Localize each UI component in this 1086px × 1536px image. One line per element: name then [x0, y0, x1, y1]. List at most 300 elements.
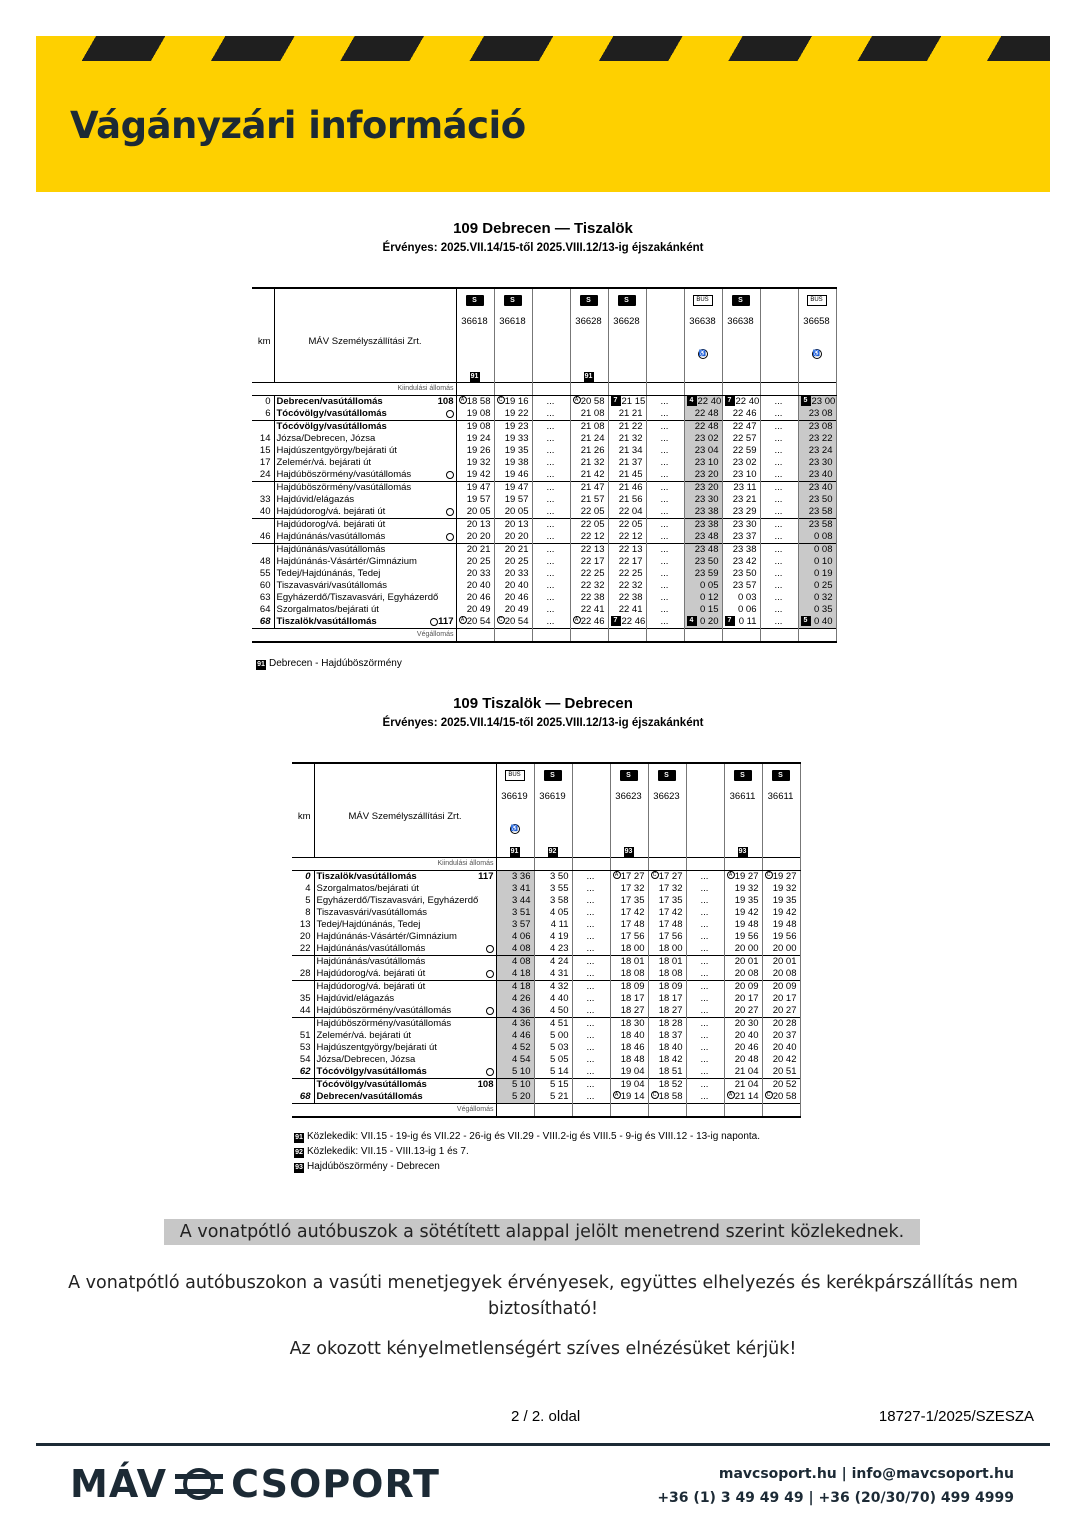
header-cell [314, 845, 496, 858]
station-name: Józsa/Debrecen, Józsa [316, 1054, 416, 1065]
time-cell [798, 445, 836, 457]
time-cell [798, 408, 836, 421]
time-value: ... [546, 408, 555, 419]
time-cell [496, 1091, 534, 1104]
time-cell [686, 981, 724, 994]
time-value: ... [660, 592, 669, 603]
time-value: 20 30 [734, 1018, 759, 1029]
transfer-ring-icon [486, 945, 494, 953]
station-name: Józsa/Debrecen, Józsa [276, 433, 376, 444]
time-value: 4 24 [550, 956, 569, 967]
time-value: 3 41 [512, 883, 531, 894]
operator-label: MÁV Személyszállítási Zrt. [314, 811, 496, 845]
time-value: 21 45 [618, 469, 643, 480]
time-cell [608, 616, 646, 629]
time-cell [496, 1018, 534, 1031]
time-cell [534, 1018, 572, 1031]
empty-cell [570, 383, 608, 396]
table-row [252, 482, 836, 495]
station-name: Hajdúdorog/vá. bejárati út [316, 981, 426, 992]
time-value: 0 15 [700, 604, 719, 615]
header-cell [274, 310, 456, 336]
time-cell [572, 1079, 610, 1092]
tt2-table [292, 762, 801, 1118]
time-cell [608, 457, 646, 469]
km-value: 24 [252, 469, 274, 482]
time-value: ... [774, 457, 783, 468]
time-cell [572, 1091, 610, 1104]
table-row [292, 871, 800, 884]
time-cell [494, 469, 532, 482]
time-value: ... [586, 1091, 595, 1102]
icon-cell [686, 763, 724, 785]
time-value: 4 31 [550, 968, 569, 979]
time-cell [684, 445, 722, 457]
time-cell [686, 956, 724, 969]
time-value: 21 22 [618, 421, 643, 432]
empty-cell [494, 383, 532, 396]
time-cell [496, 1066, 534, 1079]
time-value: ... [700, 968, 709, 979]
time-value: 20 33 [466, 568, 491, 579]
time-cell [494, 396, 532, 409]
time-cell [572, 895, 610, 907]
station-cell [274, 482, 456, 495]
train-s-icon: S [544, 770, 562, 781]
time-value: 22 41 [580, 604, 605, 615]
tt2-operator-row [292, 811, 800, 845]
empty-cell [572, 1104, 610, 1118]
time-cell [686, 907, 724, 919]
time-value: 17 32 [658, 883, 683, 894]
station-cell [314, 907, 496, 919]
empty-cell [684, 383, 722, 396]
time-cell [570, 616, 608, 629]
station-name: Hajdúböszörmény/vasútállomás [316, 1018, 452, 1029]
table-row [292, 943, 800, 956]
time-cell [610, 895, 648, 907]
time-cell [572, 1054, 610, 1066]
time-value: 4 36 [512, 1005, 531, 1016]
time-cell [762, 1079, 800, 1092]
empty-cell [572, 858, 610, 871]
time-value: 5 10 [512, 1066, 531, 1077]
time-cell [646, 506, 684, 519]
empty-cell [760, 383, 798, 396]
time-value: ... [660, 580, 669, 591]
empty-cell [532, 629, 570, 643]
time-cell [608, 445, 646, 457]
table-row [292, 1042, 800, 1054]
time-cell [760, 408, 798, 421]
tt2-notes-row [292, 845, 800, 858]
time-value: ... [546, 494, 555, 505]
time-cell [456, 457, 494, 469]
time-cell [724, 907, 762, 919]
table-row [252, 469, 836, 482]
time-cell [534, 871, 572, 884]
time-value: 20 46 [734, 1042, 759, 1053]
time-value: 23 02 [732, 457, 757, 468]
time-value: 19 56 [772, 931, 797, 942]
station-cell [314, 968, 496, 981]
time-cell [686, 1030, 724, 1042]
table-row [292, 1091, 800, 1104]
service-mark: A [573, 396, 581, 404]
time-value: 23 50 [808, 494, 833, 505]
contact-phones[interactable]: +36 (1) 3 49 49 49 | +36 (20/30/70) 499 4999 [657, 1490, 1014, 1506]
time-cell [760, 506, 798, 519]
km-value: 40 [252, 506, 274, 519]
time-cell [686, 871, 724, 884]
document-reference: 18727-1/2025/SZESZA [878, 1408, 1034, 1425]
footnote-mark: 93 [295, 1164, 303, 1171]
time-cell [570, 592, 608, 604]
time-value: 23 20 [694, 482, 719, 493]
time-value: 19 04 [620, 1066, 645, 1077]
station-name: Hajdúvid/elágazás [316, 993, 395, 1004]
time-cell [610, 883, 648, 895]
time-value: 22 05 [580, 519, 605, 530]
time-cell [722, 445, 760, 457]
header-banner [36, 36, 1050, 192]
time-value: 19 42 [772, 907, 797, 918]
time-value: 21 56 [618, 494, 643, 505]
table-row [252, 506, 836, 519]
time-value: ... [774, 519, 783, 530]
time-cell [570, 519, 608, 532]
time-value: 20 08 [772, 968, 797, 979]
time-value: 3 50 [550, 871, 569, 882]
accessible-icon: ♿ [510, 826, 519, 832]
km-value: 44 [292, 1005, 314, 1018]
time-cell [572, 931, 610, 943]
km-value [252, 519, 274, 532]
time-value: 18 48 [620, 1054, 645, 1065]
train-number: 36623 [610, 785, 648, 811]
time-value: 20 58 [772, 1091, 797, 1102]
time-value: ... [660, 433, 669, 444]
empty-cell [610, 1104, 648, 1118]
accessibility-cell [496, 811, 534, 845]
time-value: 17 48 [658, 919, 683, 930]
km-value: 15 [252, 445, 274, 457]
time-cell [648, 1030, 686, 1042]
table-row [252, 433, 836, 445]
time-cell [494, 421, 532, 434]
time-cell [684, 568, 722, 580]
time-cell [762, 956, 800, 969]
time-cell [686, 931, 724, 943]
time-cell [798, 494, 836, 506]
time-cell [684, 494, 722, 506]
time-value: 4 08 [512, 943, 531, 954]
time-value: ... [586, 1054, 595, 1065]
time-value: 18 00 [620, 943, 645, 954]
time-value: 18 40 [620, 1030, 645, 1041]
time-value: 23 38 [732, 544, 757, 555]
time-cell [494, 580, 532, 592]
time-cell [572, 943, 610, 956]
table-row [292, 895, 800, 907]
time-value: 22 46 [732, 408, 757, 419]
time-cell [610, 968, 648, 981]
time-cell [722, 604, 760, 616]
time-value: ... [546, 531, 555, 542]
time-value: 21 14 [734, 1091, 759, 1102]
time-value: 20 21 [504, 544, 529, 555]
time-cell [494, 556, 532, 568]
time-value: 22 59 [732, 445, 757, 456]
km-value: 8 [292, 907, 314, 919]
time-value: 20 40 [504, 580, 529, 591]
time-cell [610, 907, 648, 919]
time-cell [798, 580, 836, 592]
time-value: 18 58 [658, 1091, 683, 1102]
time-cell [610, 943, 648, 956]
time-cell [456, 592, 494, 604]
time-cell [572, 981, 610, 994]
time-cell [760, 494, 798, 506]
note-mark-cell [798, 370, 836, 383]
time-value: 19 24 [466, 433, 491, 444]
time-value: 4 18 [512, 981, 531, 992]
table-row [292, 907, 800, 919]
time-cell [648, 907, 686, 919]
table-row [292, 968, 800, 981]
icon-cell [684, 288, 722, 310]
train-s-icon: S [618, 295, 636, 306]
time-cell [760, 396, 798, 409]
time-value: 22 40 [697, 396, 722, 407]
time-value: 0 32 [814, 592, 833, 603]
note-mark-cell [648, 845, 686, 858]
km-value: 22 [292, 943, 314, 956]
day-mark: 7 [611, 616, 621, 626]
time-cell [610, 1005, 648, 1018]
time-cell [724, 895, 762, 907]
icon-cell [762, 763, 800, 785]
tt2-arrive-label-row [292, 1104, 800, 1118]
time-value: ... [774, 408, 783, 419]
time-cell [684, 396, 722, 409]
note-mark-cell [532, 370, 570, 383]
station-name: Hajdúnánás/vasútállomás [316, 956, 426, 967]
operator-label: MÁV Személyszállítási Zrt. [274, 336, 456, 370]
time-value: ... [774, 568, 783, 579]
time-value: ... [546, 433, 555, 444]
time-value: 17 42 [658, 907, 683, 918]
time-value: 18 27 [658, 1005, 683, 1016]
time-value: 20 54 [504, 616, 529, 627]
time-cell [570, 506, 608, 519]
time-cell [760, 544, 798, 557]
station-cell [314, 943, 496, 956]
time-value: 23 30 [732, 519, 757, 530]
station-name: Debrecen/vasútállomás [316, 1091, 423, 1102]
service-mark: C [765, 1091, 773, 1099]
time-cell [608, 556, 646, 568]
time-cell [686, 1042, 724, 1054]
time-cell [724, 1018, 762, 1031]
km-value: 17 [252, 457, 274, 469]
time-value: ... [586, 871, 595, 882]
time-cell [724, 883, 762, 895]
time-cell [724, 1054, 762, 1066]
empty-cell [608, 383, 646, 396]
time-cell [532, 396, 570, 409]
station-cell [274, 494, 456, 506]
time-value: 20 58 [580, 396, 605, 407]
time-cell [646, 616, 684, 629]
transfer-ring-icon [430, 618, 438, 626]
time-cell [724, 1005, 762, 1018]
time-cell [762, 993, 800, 1005]
time-value: 4 18 [512, 968, 531, 979]
time-cell [686, 1018, 724, 1031]
time-cell [646, 445, 684, 457]
time-cell [496, 981, 534, 994]
km-value: 0 [292, 871, 314, 884]
time-value: 21 04 [734, 1066, 759, 1077]
icon-cell [496, 763, 534, 785]
km-value: 48 [252, 556, 274, 568]
time-cell [648, 1018, 686, 1031]
time-value: 23 10 [732, 469, 757, 480]
time-value: 23 24 [808, 445, 833, 456]
time-value: 21 15 [621, 396, 646, 407]
accessible-icon: ♿ [812, 351, 821, 357]
time-value: 0 19 [814, 568, 833, 579]
time-cell [496, 919, 534, 931]
note-mark: 91 [584, 373, 593, 380]
timetable-2-validity: Érvényes: 2025.VII.14/15-től 2025.VIII.12/13-ig éjszakánként [382, 717, 704, 729]
time-value: 19 35 [734, 895, 759, 906]
time-value: 20 25 [466, 556, 491, 567]
table-row [292, 1030, 800, 1042]
station-name: Tiszavasvári/vasútállomás [276, 580, 388, 591]
time-cell [760, 421, 798, 434]
accessibility-cell [570, 336, 608, 370]
time-value: 19 46 [504, 469, 529, 480]
time-cell [608, 544, 646, 557]
time-cell [610, 1091, 648, 1104]
time-cell [722, 519, 760, 532]
time-cell [572, 871, 610, 884]
time-cell [496, 883, 534, 895]
time-cell [760, 568, 798, 580]
time-cell [686, 919, 724, 931]
time-value: 18 08 [620, 968, 645, 979]
time-cell [686, 968, 724, 981]
time-cell [456, 544, 494, 557]
time-cell [456, 604, 494, 616]
time-value: ... [586, 931, 595, 942]
time-cell [532, 556, 570, 568]
time-cell [762, 1042, 800, 1054]
time-value: 21 37 [618, 457, 643, 468]
empty-cell [648, 1104, 686, 1118]
time-value: 21 04 [734, 1079, 759, 1090]
time-cell [572, 1042, 610, 1054]
tt2-depart-label-row [292, 858, 800, 871]
train-s-icon: S [658, 770, 676, 781]
footer-divider [36, 1443, 1050, 1446]
time-value: ... [700, 883, 709, 894]
time-cell [572, 1030, 610, 1042]
table-row [252, 396, 836, 409]
time-cell [456, 580, 494, 592]
time-value: ... [586, 968, 595, 979]
contact-info [657, 1462, 1014, 1510]
time-value: 22 17 [618, 556, 643, 567]
connecting-line: 108 [437, 396, 454, 407]
time-value: 4 50 [550, 1005, 569, 1016]
time-value: 0 10 [814, 556, 833, 567]
time-value: 23 40 [808, 469, 833, 480]
time-cell [722, 506, 760, 519]
time-cell [456, 408, 494, 421]
km-value [252, 421, 274, 434]
time-value: 23 00 [811, 396, 836, 407]
station-name: Hajdúszentgyörgy/bejárati út [316, 1042, 437, 1053]
time-value: ... [586, 956, 595, 967]
time-value: 19 48 [772, 919, 797, 930]
time-value: 5 05 [550, 1054, 569, 1065]
time-value: ... [700, 1066, 709, 1077]
station-cell [314, 1042, 496, 1054]
time-value: 22 05 [580, 506, 605, 517]
transfer-ring-icon [486, 1007, 494, 1015]
time-cell [494, 531, 532, 544]
time-cell [646, 396, 684, 409]
time-cell [798, 506, 836, 519]
km-value: 46 [252, 531, 274, 544]
train-number: 36619 [496, 785, 534, 811]
station-name: Hajdúdorog/vá. bejárati út [276, 506, 386, 517]
empty-cell [534, 1104, 572, 1118]
header-cell [274, 370, 456, 383]
time-value: 20 46 [466, 592, 491, 603]
table-row [252, 408, 836, 421]
time-cell [496, 993, 534, 1005]
service-mark: A [727, 1091, 735, 1099]
time-value: 20 08 [734, 968, 759, 979]
time-value: 4 52 [512, 1042, 531, 1053]
footnote-mark: 92 [295, 1149, 303, 1156]
time-value: 20 05 [504, 506, 529, 517]
contact-web-email[interactable]: mavcsoport.hu | info@mavcsoport.hu [718, 1466, 1014, 1482]
km-value: 60 [252, 580, 274, 592]
tt1-depart-label-row [252, 383, 836, 396]
time-value: ... [586, 943, 595, 954]
footnote-text: Debrecen - Hajdúböszörmény [269, 658, 402, 669]
note-mark-cell [572, 845, 610, 858]
service-mark: C [765, 871, 773, 879]
station-name: Tiszalök/vasútállomás [316, 871, 417, 882]
time-value: 19 16 [504, 396, 529, 407]
station-name: Hajdúnánás/vasútállomás [316, 943, 426, 954]
icon-cell [532, 288, 570, 310]
table-row [292, 1054, 800, 1066]
day-mark: 4 [687, 396, 697, 406]
time-cell [798, 482, 836, 495]
time-value: ... [700, 1091, 709, 1102]
mav-rail-icon [173, 1466, 225, 1502]
note-mark-cell [762, 845, 800, 858]
time-cell [532, 421, 570, 434]
time-cell [760, 433, 798, 445]
